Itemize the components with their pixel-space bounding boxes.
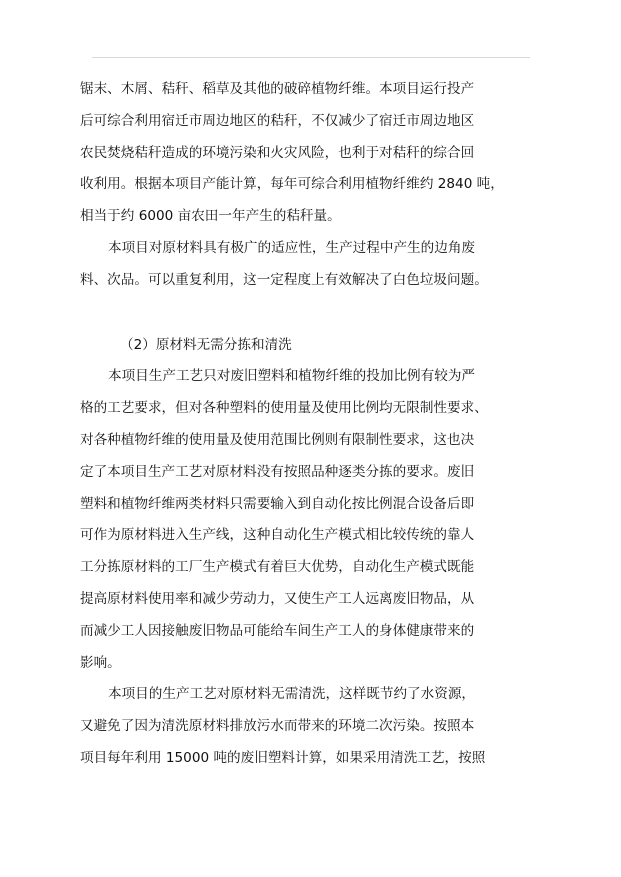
text-line: 料、次品。可以重复利用，这一定程度上有效解决了白色垃圾问题。	[80, 271, 488, 288]
text-line: 又避免了因为清洗原材料排放污水而带来的环境二次污染。按照本	[80, 718, 475, 735]
text-line: 后可综合利用宿迁市周边地区的秸秆，不仅减少了宿迁市周边地区	[80, 112, 475, 129]
document-body	[80, 74, 534, 775]
text-line: 提高原材料使用率和减少劳动力，又使生产工人远离废旧物品，从	[80, 590, 475, 607]
text-line: 塑料和植物纤维两类材料只需要输入到自动化按比例混合设备后即	[80, 495, 475, 512]
paragraph-no-sorting	[80, 361, 534, 679]
text-line: 项目每年利用 15000 吨的废旧塑料计算，如果采用清洗工艺，按照	[80, 749, 486, 766]
text-line: 收利用。根据本项目产能计算，每年可综合利用植物纤维约 2840 吨，	[80, 176, 504, 193]
text-line: 定了本项目生产工艺对原材料没有按照品种逐类分拣的要求。废旧	[80, 463, 475, 480]
header-rule	[92, 57, 530, 58]
paragraph-no-washing	[80, 679, 534, 774]
section-spacer	[80, 297, 534, 330]
text-line: 影响。	[80, 654, 121, 671]
text-line: 农民焚烧秸秆造成的环境污染和火灾风险，也利于对秸秆的综合回	[80, 144, 475, 161]
paragraph-straw-utilization	[80, 74, 534, 233]
paragraph-material-adaptability	[80, 233, 534, 297]
section-heading: （2）原材料无需分拣和清洗	[120, 336, 292, 353]
text-line: 本项目生产工艺只对废旧塑料和植物纤维的投加比例有较为严	[108, 368, 476, 385]
text-line: 而减少工人因接触废旧物品可能给车间生产工人的身体健康带来的	[80, 622, 475, 639]
text-line: 相当于约 6000 亩农田一年产生的秸秆量。	[80, 208, 341, 225]
text-line: 锯末、木屑、秸秆、稻草及其他的破碎植物纤维。本项目运行投产	[80, 81, 475, 97]
text-line: 本项目对原材料具有极广的适应性，生产过程中产生的边角废	[108, 239, 476, 256]
text-line: 可作为原材料进入生产线，这种自动化生产模式相比较传统的靠人	[80, 527, 475, 544]
text-line: 工分拣原材料的工厂生产模式有着巨大优势，自动化生产模式既能	[80, 559, 475, 576]
text-line: 格的工艺要求，但对各种塑料的使用量及使用比例均无限制性要求、	[80, 400, 488, 417]
text-line: 对各种植物纤维的使用量及使用范围比例则有限制性要求，这也决	[80, 431, 475, 448]
text-line: 本项目的生产工艺对原材料无需清洗，这样既节约了水资源，	[108, 686, 476, 703]
